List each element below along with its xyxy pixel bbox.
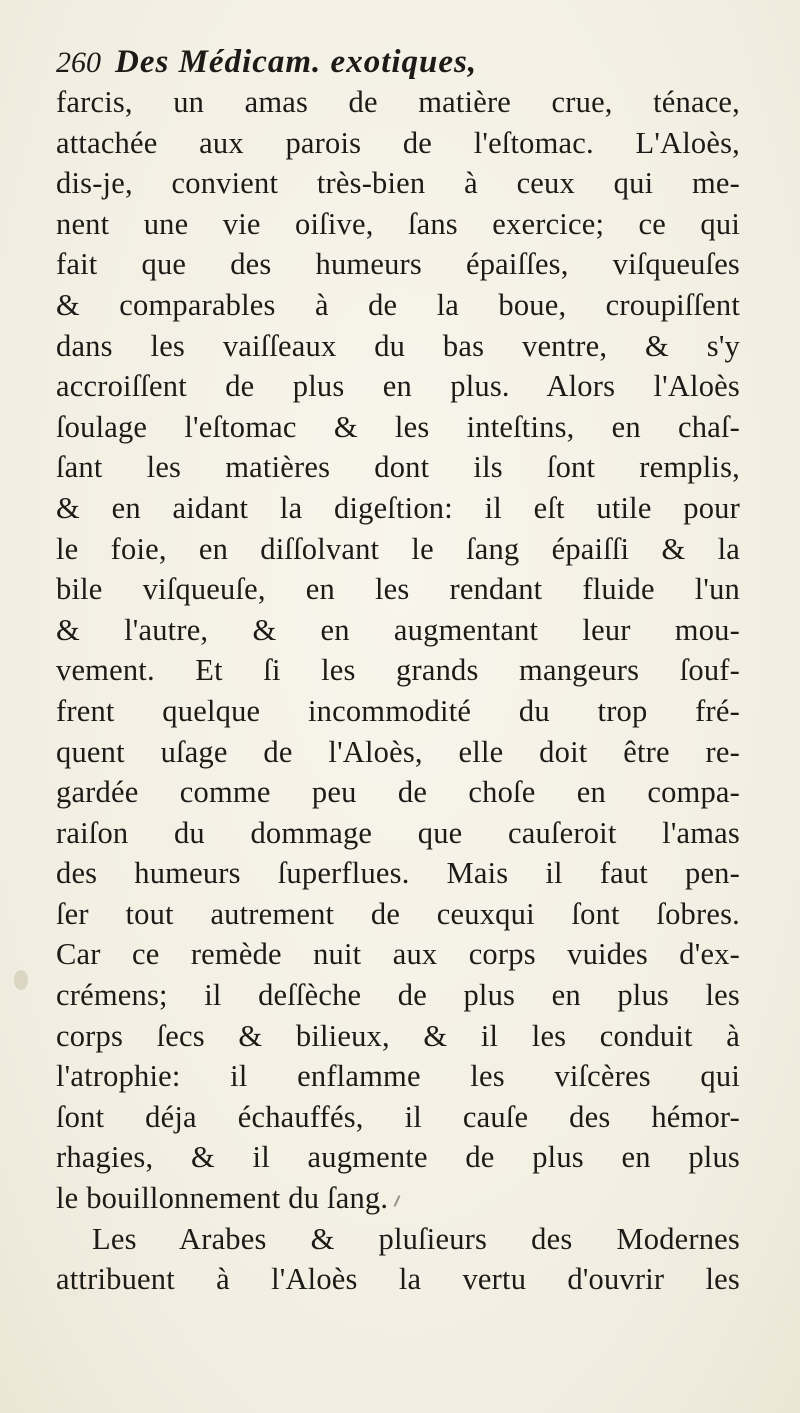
- text-line: ſont déja échauffés, il cauſe des hémor-: [56, 1099, 740, 1134]
- body-text: [56, 82, 740, 1300]
- text-line: ſant les matières dont ils ſont remplis,: [56, 450, 740, 485]
- text-line: vement. Et ſi les grands mangeurs ſouf-: [56, 653, 740, 688]
- text-line: dis-je, convient très-bien à ceux qui me-: [56, 166, 740, 201]
- text-line: dans les vaiſſeaux du bas ventre, & s'y: [56, 328, 740, 363]
- text-line: nent une vie oiſive, ſans exercice; ce qui: [56, 206, 740, 241]
- text-line: Car ce remède nuit aux corps vuides d'ex-: [56, 937, 740, 972]
- paragraph-start-line: Les Arabes & pluſieurs des Modernes: [92, 1221, 740, 1256]
- running-head: [56, 42, 740, 82]
- text-line: rhagies, & il augmente de plus en plus: [56, 1140, 740, 1175]
- text-line: des humeurs ſuperflues. Mais il faut pen-: [56, 856, 740, 891]
- paper-stain: [14, 970, 28, 990]
- text-line: crémens; il deſſèche de plus en plus les: [56, 978, 740, 1013]
- text-line: & en aidant la digeſtion: il eſt utile pour: [56, 490, 740, 525]
- text-line: accroiſſent de plus en plus. Alors l'Aloès: [56, 369, 740, 404]
- text-line: quent uſage de l'Aloès, elle doit être re-: [56, 734, 740, 769]
- text-line: raiſon du dommage que cauſeroit l'amas: [56, 815, 740, 850]
- page-number: 260: [56, 46, 101, 79]
- text-line: corps ſecs & bilieux, & il les conduit à: [56, 1018, 740, 1053]
- text-line: attachée aux parois de l'eſtomac. L'Aloès,: [56, 125, 740, 160]
- text-line: le foie, en diſſolvant le ſang épaiſſi & la: [56, 531, 740, 566]
- text-line: ſer tout autrement de ceuxqui ſont ſobres.: [56, 896, 740, 931]
- running-title: Des Médicam. exotiques,: [115, 44, 478, 80]
- text-line: & comparables à de la boue, croupiſſent: [56, 287, 740, 322]
- paragraph-end-line: le bouillonnement du ſang.: [56, 1181, 389, 1216]
- text-line: l'atrophie: il enflamme les viſcères qui: [56, 1059, 740, 1094]
- text-line: farcis, un amas de matière crue, ténace,: [56, 85, 740, 119]
- text-line: bile viſqueuſe, en les rendant fluide l'un: [56, 572, 740, 607]
- text-line: gardée comme peu de choſe en compa-: [56, 775, 740, 810]
- text-line: & l'autre, & en augmentant leur mou-: [56, 612, 740, 647]
- text-line: frent quelque incommodité du trop fré-: [56, 693, 740, 728]
- text-line: attribuent à l'Aloès la vertu d'ouvrir les: [56, 1262, 740, 1297]
- text-line: fait que des humeurs épaiſſes, viſqueuſes: [56, 247, 740, 282]
- text-line: ſoulage l'eſtomac & les inteſtins, en chaſ-: [56, 409, 740, 444]
